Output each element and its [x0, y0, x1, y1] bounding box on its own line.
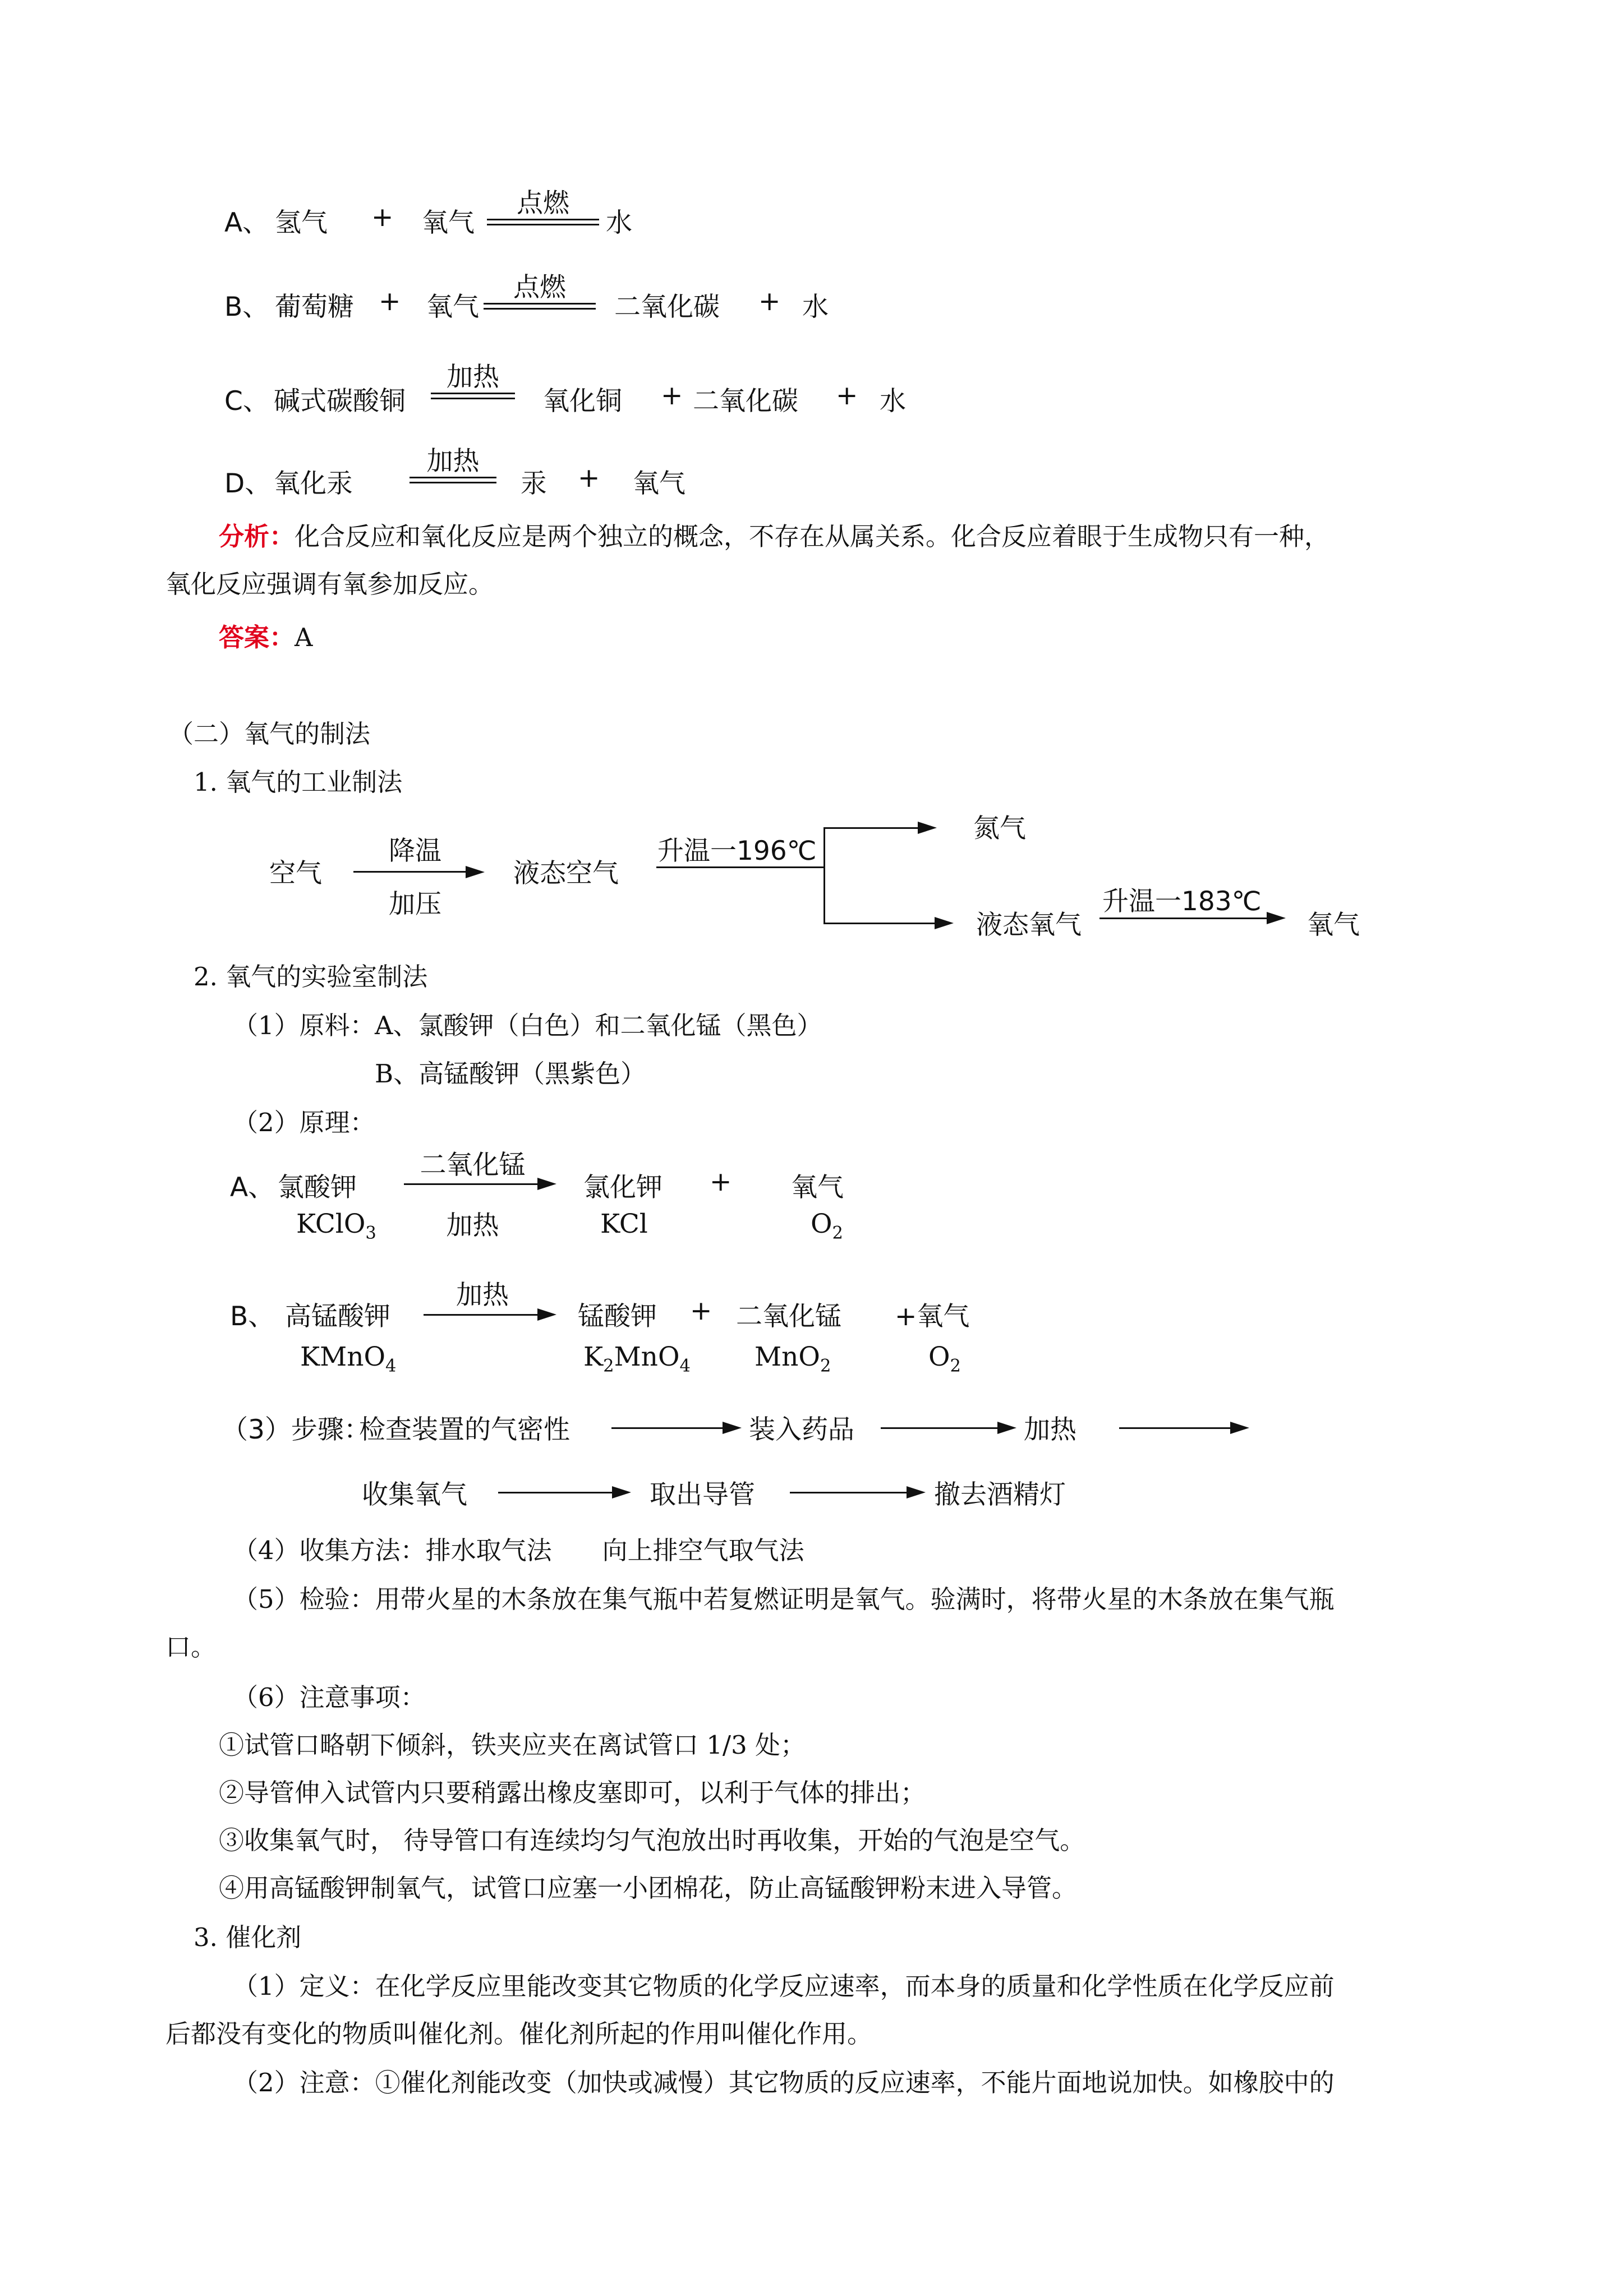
- lab-notes-title: （6）注意事项：: [233, 1682, 426, 1712]
- rxb-reactant: 高锰酸钾: [285, 1301, 390, 1332]
- answer-value: A: [295, 623, 313, 652]
- step-arrow-2: [881, 1427, 999, 1429]
- step-load-reagents: 装入药品: [749, 1414, 854, 1445]
- flow-arrowhead-liquid-oxygen: [935, 917, 954, 929]
- step-remove-lamp: 撤去酒精灯: [934, 1479, 1066, 1510]
- catalyst-def-line2: 后都没有变化的物质叫催化剂。催化剂所起的作用叫催化作用。: [165, 2019, 873, 2049]
- eq-a-product: 水: [606, 208, 632, 238]
- flow-arrowhead-oxygen: [1267, 912, 1286, 924]
- lab-note-1: ①试管口略朝下倾斜，铁夹应夹在离试管口 1/3 处；: [219, 1730, 806, 1760]
- rxa-product2: 氧气: [791, 1172, 844, 1203]
- lab-test-line1: （5）检验：用带火星的木条放在集气瓶中若复燃证明是氧气。验满时，将带火星的木条放在集气瓶: [233, 1584, 1335, 1614]
- rxb-letter: B、: [230, 1301, 275, 1332]
- flow-cond-press: 加压: [389, 889, 441, 920]
- rxa-formula-product2: $O_2$: [811, 1209, 843, 1243]
- lab-collect-method: （4）收集方法：排水取气法 向上排空气取气法: [233, 1536, 804, 1565]
- lab-title: 2. 氧气的实验室制法: [194, 962, 428, 992]
- eq-a-condition: 点燃: [517, 188, 569, 219]
- flow-arrow-oxygen: [1099, 918, 1268, 919]
- eq-d-letter: D、: [224, 468, 272, 499]
- eq-b-product1: 二氧化碳: [614, 292, 720, 322]
- eq-b-reactant2: 氧气: [426, 292, 479, 322]
- flow-branch-vertical: [823, 827, 825, 924]
- eq-c-plus1: +: [661, 380, 683, 411]
- section2-title: （二）氧气的制法: [168, 719, 371, 749]
- rxb-product3: +氧气: [895, 1301, 970, 1332]
- catalyst-note: （2）注意：①催化剂能改变（加快或减慢）其它物质的反应速率，不能片面地说加快。如橡胶中的: [233, 2068, 1335, 2097]
- rxb-plus: +: [690, 1295, 712, 1326]
- rxb-formula-product2: MnO$_2$: [755, 1341, 831, 1376]
- rxa-arrowhead: [537, 1178, 556, 1190]
- step-arrowhead-1: [723, 1422, 742, 1434]
- step-check-airtight: 检查装置的气密性: [359, 1414, 570, 1445]
- eq-b-reactant1: 葡萄糖: [275, 292, 354, 322]
- eq-c-product2: 二氧化碳: [693, 386, 798, 417]
- lab-note-3: ③收集氧气时， 待导管口有连续均匀气泡放出时再收集，开始的气泡是空气。: [219, 1825, 1085, 1855]
- rxa-formula-product1: KCl: [600, 1209, 648, 1239]
- eq-d-product1: 汞: [521, 468, 547, 499]
- step-arrow-3: [1119, 1427, 1231, 1429]
- analysis-line1: 化合反应和氧化反应是两个独立的概念，不存在从属关系。化合反应着眼于生成物只有一种，: [295, 522, 1330, 551]
- eq-b-letter: B、: [224, 292, 269, 322]
- eq-a-equal-sign: [487, 219, 599, 225]
- eq-b-plus: +: [379, 286, 401, 317]
- rxb-arrow: [424, 1314, 539, 1316]
- rxb-arrowhead: [537, 1308, 556, 1321]
- flow-air: 空气: [269, 858, 322, 889]
- answer-label: 答案：: [219, 623, 295, 652]
- flow-branch-line: [656, 866, 825, 868]
- eq-d-product2: 氧气: [633, 468, 686, 499]
- step-arrow-4: [498, 1492, 613, 1493]
- eq-c-equal-sign: [431, 393, 515, 399]
- step-arrowhead-5: [907, 1486, 926, 1499]
- eq-c-reactant: 碱式碳酸铜: [274, 386, 406, 417]
- rxb-product1: 锰酸钾: [578, 1301, 657, 1332]
- flow-arrow-liquid-oxygen: [823, 923, 936, 924]
- flow-cond-warm-196: 升温一196℃: [657, 836, 817, 866]
- step-arrowhead-3: [1230, 1422, 1249, 1434]
- rxa-catalyst: 二氧化锰: [420, 1150, 526, 1181]
- step-arrowhead-4: [612, 1486, 631, 1499]
- flow-arrowhead-1: [466, 866, 485, 878]
- flow-oxygen: 氧气: [1307, 910, 1360, 940]
- analysis-label: 分析：: [219, 522, 295, 551]
- rxa-product1: 氯化钾: [583, 1172, 663, 1203]
- eq-a-plus: +: [371, 202, 394, 233]
- eq-a-reactant2: 氧气: [422, 208, 475, 238]
- lab-material-a: A、氯酸钾（白色）和二氧化锰（黑色）: [375, 1011, 822, 1040]
- eq-b-product2: 水: [802, 292, 829, 322]
- eq-d-plus: +: [578, 463, 600, 494]
- eq-c-condition: 加热: [447, 362, 499, 393]
- industrial-title: 1. 氧气的工业制法: [194, 767, 403, 797]
- step-arrowhead-2: [997, 1422, 1016, 1434]
- lab-note-2: ②导管伸入试管内只要稍露出橡皮塞即可，以利于气体的排出；: [219, 1778, 926, 1808]
- flow-arrow-nitrogen: [823, 827, 919, 829]
- rxb-formula-reactant: KMnO$_4$: [300, 1341, 397, 1376]
- lab-materials-label: （1）原料：: [233, 1011, 375, 1040]
- eq-b-equal-sign: [484, 303, 596, 310]
- rxa-heat: 加热: [446, 1210, 499, 1241]
- eq-a-reactant1: 氢气: [275, 208, 328, 238]
- step-heat: 加热: [1024, 1414, 1076, 1445]
- rxb-heat: 加热: [456, 1280, 509, 1311]
- rxa-plus: +: [710, 1167, 732, 1197]
- rxa-arrow: [404, 1183, 539, 1185]
- eq-b-condition: 点燃: [513, 272, 566, 303]
- lab-test-line2: 口。: [165, 1632, 217, 1662]
- rxb-formula-product1: $K_2MnO_4$: [583, 1341, 691, 1376]
- answer: [219, 617, 313, 653]
- lab-note-4: ④用高锰酸钾制氧气，试管口应塞一小团棉花，防止高锰酸钾粉末进入导管。: [219, 1873, 1078, 1903]
- flow-liquid-oxygen: 液态氧气: [976, 910, 1082, 940]
- step-arrow-1: [611, 1427, 724, 1429]
- steps-label: （3）步骤：: [222, 1414, 370, 1445]
- rxa-letter: A、: [230, 1172, 275, 1203]
- flow-arrowhead-nitrogen: [918, 822, 937, 834]
- flow-liquid-air: 液态空气: [513, 858, 619, 889]
- eq-c-product1: 氧化铜: [543, 386, 622, 417]
- rxb-formula-product3: $O_2$: [928, 1341, 961, 1376]
- flow-cond-warm-183: 升温一183℃: [1102, 886, 1262, 917]
- eq-d-condition: 加热: [426, 446, 480, 477]
- catalyst-title: 3. 催化剂: [194, 1922, 302, 1952]
- analysis-line2: 氧化反应强调有氧参加反应。: [165, 569, 494, 599]
- flow-arrow-1: [353, 871, 466, 873]
- rxb-product2: 二氧化锰: [736, 1301, 841, 1332]
- eq-c-product3: 水: [880, 386, 906, 417]
- catalyst-def-line1: （1）定义：在化学反应里能改变其它物质的化学反应速率，而本身的质量和化学性质在化学反应前: [233, 1971, 1335, 2001]
- lab-material-b: B、高锰酸钾（黑紫色）: [375, 1059, 646, 1089]
- rxa-formula-reactant: KClO$_3$: [296, 1209, 376, 1243]
- eq-b-plus2: +: [758, 286, 781, 317]
- flow-cond-cool: 降温: [389, 836, 441, 866]
- eq-a-letter: A、: [224, 208, 269, 238]
- rxa-reactant: 氯酸钾: [278, 1172, 357, 1203]
- step-remove-tube: 取出导管: [650, 1479, 755, 1510]
- eq-c-letter: C、: [224, 386, 269, 417]
- eq-d-equal-sign: [410, 477, 496, 483]
- eq-d-reactant: 氧化汞: [274, 468, 353, 499]
- step-collect-oxygen: 收集氧气: [362, 1479, 467, 1510]
- flow-nitrogen: 氮气: [973, 813, 1026, 844]
- step-arrow-5: [790, 1492, 908, 1493]
- eq-c-plus2: +: [836, 380, 858, 411]
- lab-principle: （2）原理：: [233, 1108, 375, 1137]
